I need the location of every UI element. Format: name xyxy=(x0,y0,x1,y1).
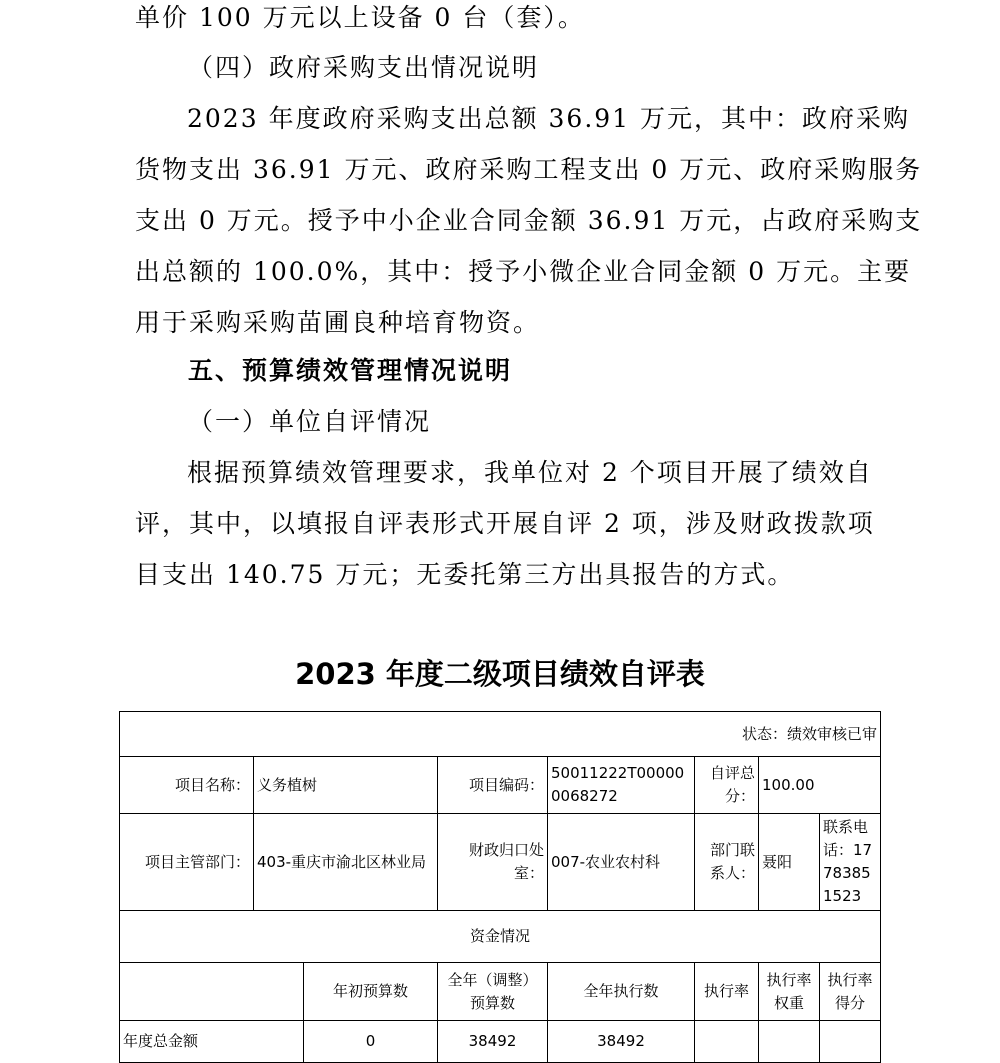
funds-header-adjusted: 全年（调整）预算数 xyxy=(438,963,548,1021)
para-equipment-tail xyxy=(135,0,875,43)
funds-heading-row xyxy=(120,911,881,963)
funds-header-blank xyxy=(120,963,304,1021)
funds-executed-value: 38492 xyxy=(548,1021,695,1063)
funds-header-rate: 执行率 xyxy=(695,963,759,1021)
text-line: 货物支出 36.91 万元、政府采购工程支出 0 万元、政府采购服务 xyxy=(135,155,923,184)
self-eval-table xyxy=(119,711,881,1063)
score-label: 自评总分： xyxy=(695,757,759,814)
para-self-eval xyxy=(135,447,875,600)
project-name-value: 义务植树 xyxy=(254,757,438,814)
text-line: （一）单位自评情况 xyxy=(188,407,432,436)
dept-label: 项目主管部门： xyxy=(120,814,254,911)
finance-office-value: 007-农业农村科 xyxy=(548,814,695,911)
text-line: 出总额的 100.0%，其中：授予小微企业合同金额 0 万元。主要 xyxy=(135,257,912,286)
text-line: 五、预算绩效管理情况说明 xyxy=(188,356,513,385)
project-code-label: 项目编码： xyxy=(438,757,548,814)
finance-office-label: 财政归口处室： xyxy=(438,814,548,911)
text-line: 用于采购采购苗圃良种培育物资。 xyxy=(135,308,541,337)
dept-value: 403-重庆市渝北区林业局 xyxy=(254,814,438,911)
dept-row xyxy=(120,814,881,911)
contact-value: 聂阳 xyxy=(759,814,820,911)
funds-header-executed: 全年执行数 xyxy=(548,963,695,1021)
text-line: 单价 100 万元以上设备 0 台（套）。 xyxy=(135,3,585,32)
funds-rate-score-value xyxy=(820,1021,881,1063)
funds-rate-value xyxy=(695,1021,759,1063)
text-line: 根据预算绩效管理要求，我单位对 2 个项目开展了绩效自 xyxy=(187,458,873,487)
funds-total-label: 年度总金额 xyxy=(120,1021,304,1063)
section-heading-performance xyxy=(188,345,928,396)
funds-header-weight: 执行率权重 xyxy=(759,963,820,1021)
phone-cell xyxy=(820,814,881,911)
text-line: 评，其中，以填报自评表形式开展自评 2 项，涉及财政拨款项 xyxy=(135,509,875,538)
project-code-value: 50011222T000000068272 xyxy=(548,757,695,814)
status-cell: 状态：绩效审核已审 xyxy=(120,712,881,757)
text-line: 目支出 140.75 万元；无委托第三方出具报告的方式。 xyxy=(135,560,795,589)
funds-heading: 资金情况 xyxy=(120,911,881,963)
phone-label: 联系电话： xyxy=(823,818,869,859)
project-row xyxy=(120,757,881,814)
funds-total-row xyxy=(120,1021,881,1063)
text-line: 支出 0 万元。授予中小企业合同金额 36.91 万元，占政府采购支 xyxy=(135,206,923,235)
para-procurement xyxy=(135,93,923,348)
funds-adjusted-value: 38492 xyxy=(438,1021,548,1063)
subheading-self-eval xyxy=(188,396,928,447)
phone-value: 17783851523 xyxy=(823,841,873,905)
project-name-label: 项目名称： xyxy=(120,757,254,814)
contact-label: 部门联系人： xyxy=(695,814,759,911)
subheading-gov-procurement xyxy=(188,42,928,93)
table-title: 2023 年度二级项目绩效自评表 xyxy=(295,657,705,691)
text-line: （四）政府采购支出情况说明 xyxy=(188,53,540,82)
funds-weight-value xyxy=(759,1021,820,1063)
score-value: 100.00 xyxy=(759,757,881,814)
funds-header-rate-score: 执行率得分 xyxy=(820,963,881,1021)
funds-header-initial: 年初预算数 xyxy=(304,963,438,1021)
funds-header-row xyxy=(120,963,881,1021)
text-line: 2023 年度政府采购支出总额 36.91 万元，其中：政府采购 xyxy=(187,104,911,133)
status-row xyxy=(120,712,881,757)
funds-initial-value: 0 xyxy=(304,1021,438,1063)
